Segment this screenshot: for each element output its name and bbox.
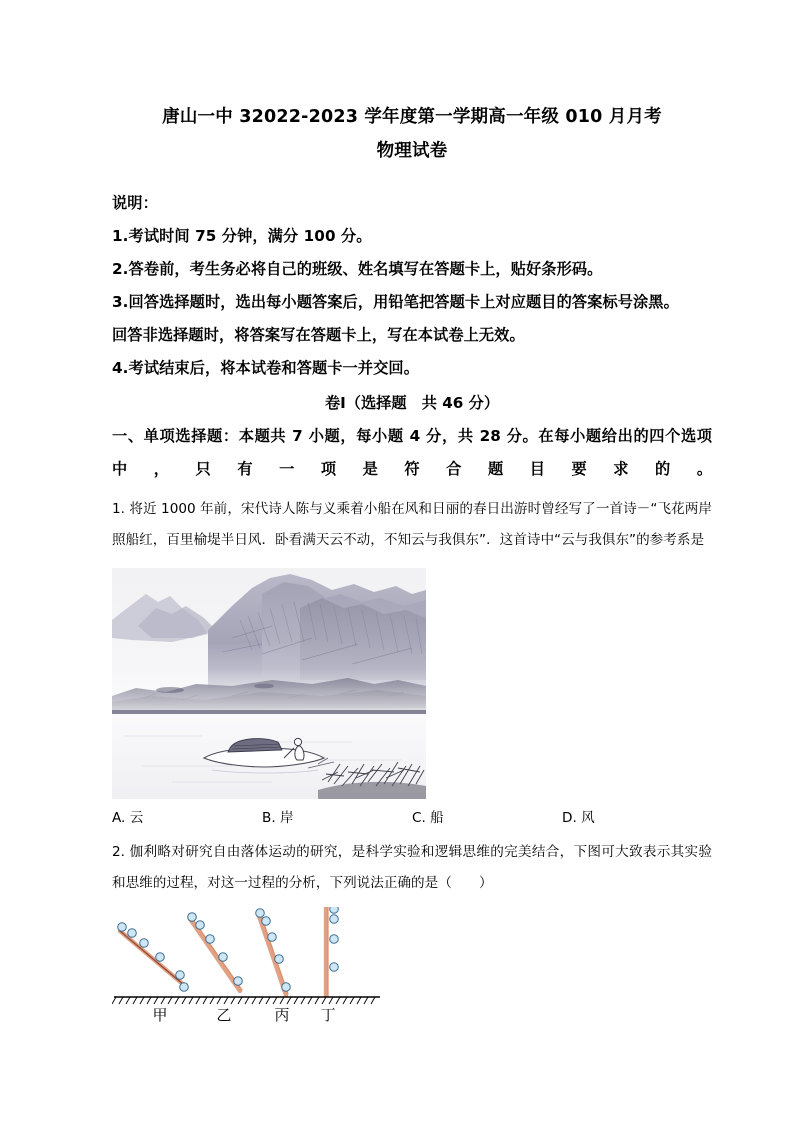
question-2 [112, 837, 712, 899]
section-heading-line-1: 一、单项选择题：本题共 7 小题，每小题 4 分，共 28 分。在每小题给出的四个选项 [112, 427, 712, 445]
part-heading: 卷Ⅰ（选择题 共 46 分） [324, 394, 500, 412]
question-1-text: 将近 1000 年前，宋代诗人陈与义乘着小船在风和日丽的春日出游时曾经写了一首诗－“飞花两岸照船红，百里榆堤半日风．卧看满天云不动，不知云与我俱东”．这首诗中“云与我俱东”的参考系是 [112, 501, 713, 548]
instruction-item-4: 4.考试结束后，将本试卷和答题卡一并交回。 [112, 359, 419, 377]
instruction-item-3: 3.回答选择题时，选出每小题答案后，用铅笔把答题卡上对应题目的答案标号涂黑。 [112, 293, 679, 311]
question-1-options [112, 805, 712, 831]
ramp-bing [256, 909, 291, 995]
option-a[interactable]: A. 云 [112, 810, 144, 826]
instruction-item-2: 2.答卷前，考生务必将自己的班级、姓名填写在答题卡上，贴好条形码。 [112, 260, 603, 278]
ramps-svg [112, 907, 382, 1025]
option-b[interactable]: B. 岸 [262, 810, 294, 826]
chinese-ink-landscape-painting [112, 568, 426, 799]
ramp-yi [188, 913, 243, 991]
option-c[interactable]: C. 船 [412, 810, 444, 826]
instruction-item-1: 1.考试时间 75 分钟，满分 100 分。 [112, 227, 372, 245]
option-d[interactable]: D. 风 [562, 810, 595, 826]
ground-line [112, 997, 380, 1004]
galileo-inclined-plane-diagram [112, 907, 382, 1025]
question-1-number: 1. [112, 501, 125, 517]
question-2-text: 伽利略对研究自由落体运动的研究，是科学实验和逻辑思维的完美结合，下图可大致表示其实验和思维的过程，对这一过程的分析，下列说法正确的是（ ） [112, 844, 712, 891]
instruction-item-3-cont: 回答非选择题时，将答案写在答题卡上，写在本试卷上无效。 [112, 326, 525, 344]
ramp-label-bing: 丙 [274, 1006, 290, 1024]
instructions-heading: 说明： [112, 194, 158, 212]
ramp-label-jia: 甲 [152, 1006, 168, 1024]
document-title-block [112, 0, 712, 168]
page-content [112, 0, 712, 1025]
question-2-number: 2. [112, 844, 125, 860]
page-title: 唐山一中 32022-2023 学年度第一学期高一年级 010 月月考 [162, 107, 662, 127]
ramp-label-yi: 乙 [216, 1006, 232, 1024]
ramp-label-ding: 丁 [320, 1006, 336, 1024]
question-1 [112, 494, 712, 556]
ramp-jia [118, 923, 189, 992]
ramp-ding [326, 907, 338, 997]
page-subtitle: 物理试卷 [376, 141, 448, 161]
section-heading-line-2: 中，只有一项是符合题目要求的。 [112, 460, 712, 478]
painting-svg [112, 568, 426, 799]
instructions-block [112, 187, 712, 385]
